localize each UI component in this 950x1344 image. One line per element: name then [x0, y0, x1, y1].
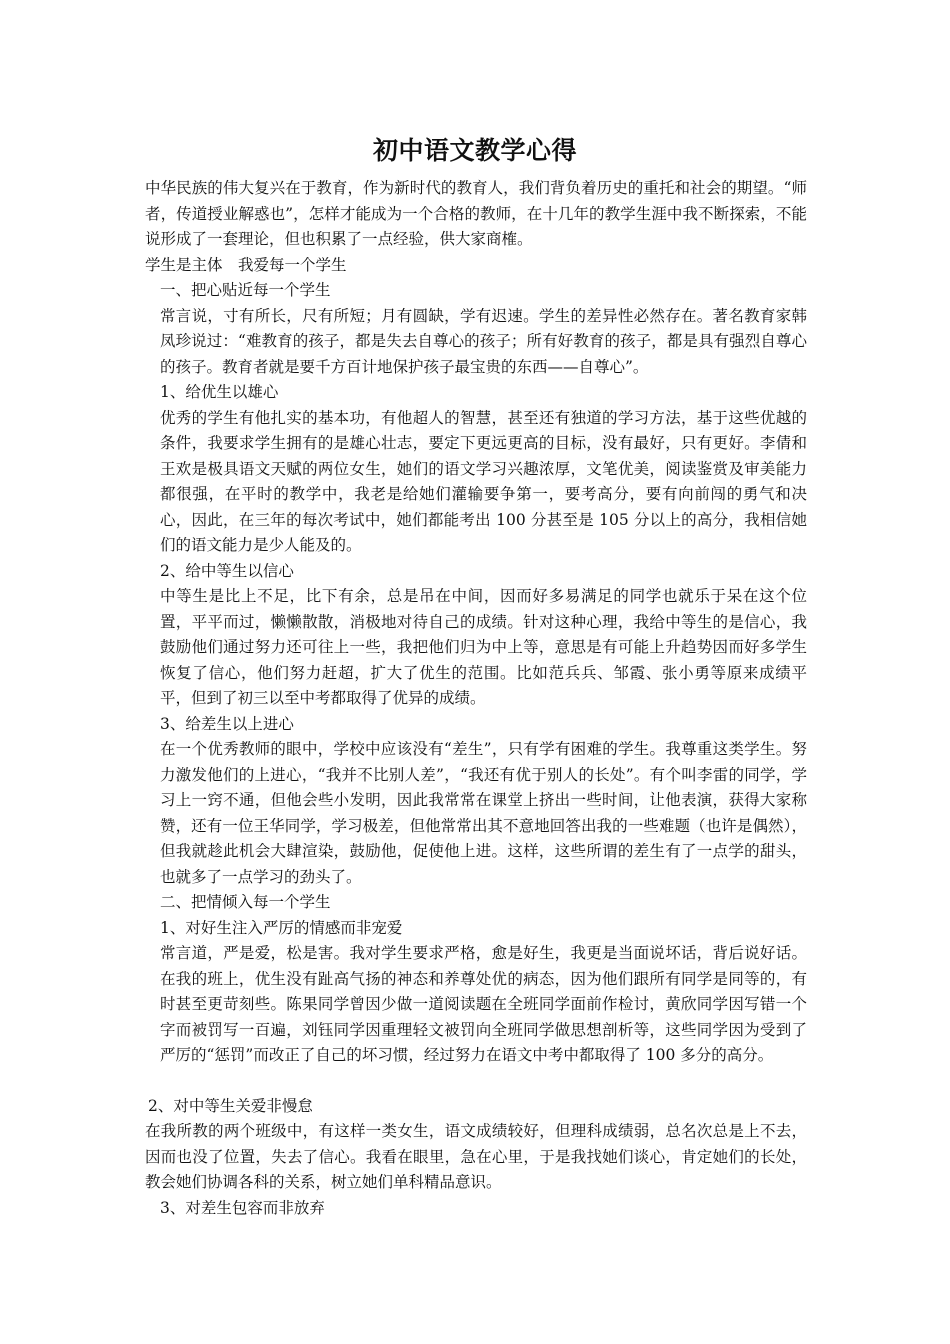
intro-paragraph: 中华民族的伟大复兴在于教育，作为新时代的教育人，我们背负着历史的重托和社会的期望。“师者，传道授业解惑也”，怎样才能成为一个合格的教师，在十几年的教学生涯中我不断探索，不能说形成了一套理论，但也积累了一点经验，供大家商榷。 [145, 179, 807, 248]
subheading-middle-students: 2、给中等生以信心 [160, 561, 294, 580]
subheading-weak-students: 3、给差生以上进心 [160, 714, 294, 733]
document-body [145, 176, 807, 1221]
subheading-tolerance: 3、对差生包容而非放弃 [160, 1198, 325, 1217]
section-heading: 学生是主体 我爱每一个学生 [145, 255, 347, 274]
body-paragraph: 优秀的学生有他扎实的基本功，有他超人的智慧，甚至还有独道的学习方法，基于这些优越的条件，我要求学生拥有的是雄心壮志，要定下更远更高的目标，没有最好，只有更好。李倩和王欢是极具语文天赋的两位女生，她们的语文学习兴趣浓厚，文笔优美，阅读鉴赏及审美能力都很强，在平时的教学中，我老是给她们灌输要争第一，要考高分，要有向前闯的勇气和决心，因此，在三年的每次考试中，她们都能考出 100 分甚至是 105 分以上的高分，我相信她们的语文能力是少人能及的。 [160, 408, 807, 554]
body-paragraph: 在我所教的两个班级中，有这样一类女生，语文成绩较好，但理科成绩弱，总名次总是上不去，因而也没了位置，失去了信心。我看在眼里，急在心里，于是我找她们谈心，肯定她们的长处，教会她们协调各科的关系，树立她们单科精品意识。 [145, 1122, 807, 1191]
subheading-care: 2、对中等生关爱非慢怠 [148, 1096, 313, 1115]
body-paragraph: 常言说，寸有所长，尺有所短；月有圆缺，学有迟速。学生的差异性必然存在。著名教育家韩凤珍说过：“难教育的孩子，都是失去自尊心的孩子；所有好教育的孩子，都是具有强烈自尊心的孩子。教育者就是要千方百计地保护孩子最宝贵的东西——自尊心”。 [160, 306, 807, 376]
body-paragraph: 常言道，严是爱，松是害。我对学生要求严格，愈是好生，我更是当面说坏话，背后说好话。在我的班上，优生没有趾高气扬的神态和养尊处优的病态，因为他们跟所有同学是同等的，有时甚至更苛刻些。陈果同学曾因少做一道阅读题在全班同学面前作检讨，黄欣同学因写错一个字而被罚写一百遍，刘钰同学因重理轻文被罚向全班同学做思想剖析等，这些同学因为受到了严厉的“惩罚”而改正了自己的坏习惯，经过努力在语文中考中都取得了 100 多分的高分。 [160, 944, 807, 1064]
chapter-heading-1: 一、把心贴近每一个学生 [160, 281, 331, 299]
subheading-top-students: 1、给优生以雄心 [160, 383, 279, 401]
paragraph-gap [145, 1069, 807, 1094]
subheading-strict-love: 1、对好生注入严厉的情感而非宠爱 [160, 918, 403, 937]
body-paragraph: 中等生是比上不足，比下有余，总是吊在中间，因而好多易满足的同学也就乐于呆在这个位置，平平而过，懒懒散散，消极地对待自己的成绩。针对这种心理，我给中等生的是信心，我鼓励他们通过努力还可往上一些，我把他们归为中上等，意思是有可能上升趋势因而好多学生恢复了信心，他们努力赶超，扩大了优生的范围。比如范兵兵、邹霞、张小勇等原来成绩平平，但到了初三以至中考都取得了优异的成绩。 [160, 587, 807, 707]
chapter-heading-2: 二、把情倾入每一个学生 [160, 893, 331, 911]
body-paragraph: 在一个优秀教师的眼中，学校中应该没有“差生”，只有学有困难的学生。我尊重这类学生。努力激发他们的上进心，“我并不比别人差”，“我还有优于别人的长处”。有个叫李雷的同学，学习上一窍不通，但他会些小发明，因此我常常在课堂上挤出一些时间，让他表演，获得大家称赞，还有一位王华同学，学习极差，但他常常出其不意地回答出我的一些难题（也许是偶然），但我就趁此机会大肆渲染，鼓励他，促使他上进。这样，这些所谓的差生有了一点学的甜头，也就多了一点学习的劲头了。 [160, 740, 807, 886]
document-title: 初中语文教学心得 [372, 136, 577, 165]
